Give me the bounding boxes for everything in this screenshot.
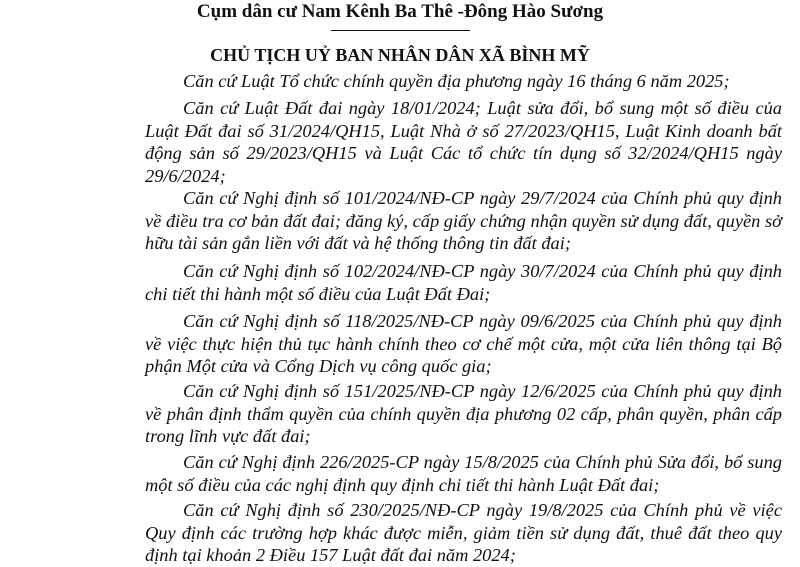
legal-basis-paragraph: Căn cứ Nghị định số 118/2025/NĐ-CP ngày 09/6/2025 của Chính phủ quy định về việc thực hiện thủ tục hành chính theo cơ chế một cửa, một cửa liên thông tại Bộ phận Một cửa và Cổng Dịch vụ công quốc gia; [145,311,782,377]
legal-basis-paragraph: Căn cứ Nghị định 226/2025-CP ngày 15/8/2025 của Chính phủ Sửa đổi, bổ sung một số điều của các nghị định quy định chi tiết thi hành Luật Đất đai; [145,452,782,495]
legal-basis-paragraph: Căn cứ Nghị định số 101/2024/NĐ-CP ngày 29/7/2024 của Chính phủ quy định về điều tra cơ bản đất đai; đăng ký, cấp giấy chứng nhận quyền sử dụng đất, quyền sở hữu tài sản gắn liền với đất và hệ thống thông tin đất đai; [145,188,782,254]
legal-basis-paragraph: Căn cứ Nghị định số 102/2024/NĐ-CP ngày 30/7/2024 của Chính phủ quy định chi tiết thi hành một số điều của Luật Đất Đai; [145,261,782,304]
document-title: CHỦ TỊCH UỶ BAN NHÂN DÂN XÃ BÌNH MỸ [210,45,590,65]
legal-basis-paragraph: Căn cứ Nghị định số 151/2025/NĐ-CP ngày 12/6/2025 của Chính phủ quy định về phân định thẩm quyền của chính quyền địa phương 02 cấp, phân quyền, phân cấp trong lĩnh vực đất đai; [145,381,782,447]
legal-basis-paragraph: Căn cứ Luật Đất đai ngày 18/01/2024; Luật sửa đổi, bổ sung một số điều của Luật Đất đai số 31/2024/QH15, Luật Nhà ở số 27/2023/QH15, Luật Kinh doanh bất động sản số 29/2023/QH15 và Luật Các tổ chức tín dụng số 32/2024/QH15 ngày 29/6/2024; [145,98,782,186]
legal-basis-paragraph: Căn cứ Luật Tổ chức chính quyền địa phương ngày 16 tháng 6 năm 2025; [183,71,730,91]
legal-basis-paragraph: Căn cứ Nghị định số 230/2025/NĐ-CP ngày 19/8/2025 của Chính phủ về việc Quy định các trường hợp khác được miễn, giảm tiền sử dụng đất, thuê đất theo quy định tại khoản 2 Điều 157 Luật đất đai năm 2024; [145,500,782,566]
location-heading: Cụm dân cư Nam Kênh Ba Thê -Đông Hào Sương [196,1,604,22]
heading-divider [331,30,470,31]
